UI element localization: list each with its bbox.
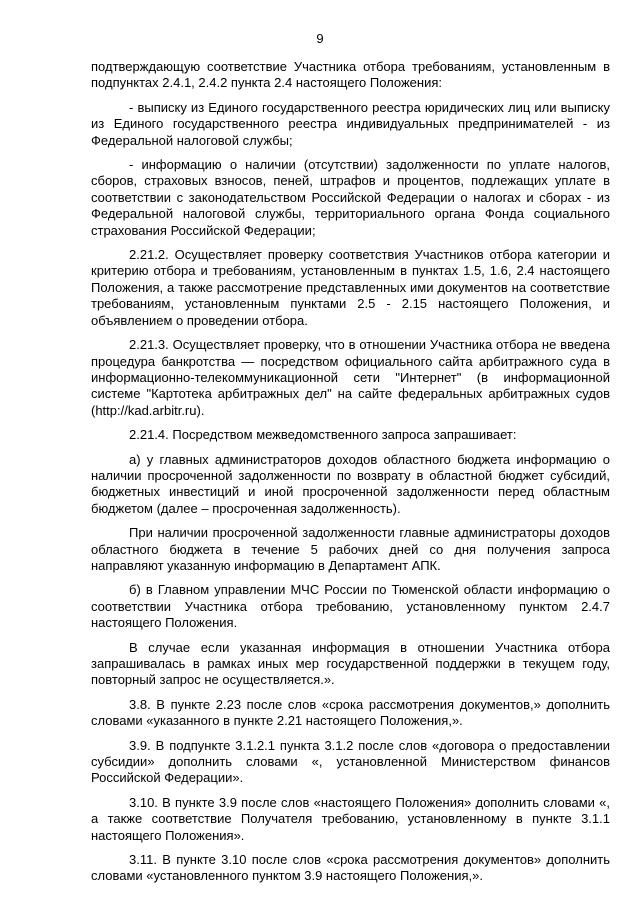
page-number: 9 <box>316 31 324 46</box>
document-body <box>91 59 610 893</box>
paragraph: 3.8. В пункте 2.23 после слов «срока рассмотрения документов,» дополнить словами «указанного в пункте 2.21 настоящего Положения,». <box>91 696 610 729</box>
paragraph: 3.11. В пункте 3.10 после слов «срока рассмотрения документов» дополнить словами «установленного пунктом 3.9 настоящего Положения,». <box>91 852 610 884</box>
paragraph: 3.10. В пункте 3.9 после слов «настоящего Положения» дополнить словами «, а также соответствие Получателя требованию, установленному в пункте 3.1.1 настоящего Положения». <box>91 794 610 843</box>
paragraph: 2.21.3. Осуществляет проверку, что в отношении Участника отбора не введена процедура банкротства — посредством официального сайта арбитражного суда в информационно-телекоммуникационной сети "Интернет" (в информационной системе "Картотека арбитражных дел" на сайте федеральных арбитражных судов (http://kad.arbitr.ru). <box>91 337 610 418</box>
paragraph: - информацию о наличии (отсутствии) задолженности по уплате налогов, сборов, страховых взносов, пеней, штрафов и процентов, подлежащих уплате в соответствии с законодательством Российской Федерации о налогах и сборах - из Федеральной налоговой службы, территориального органа Фонда социального страхования Российской Федерации; <box>91 157 610 238</box>
paragraph: б) в Главном управлении МЧС России по Тюменской области информацию о соответствии Участника отбора требованию, установленному пунктом 2.4.7 настоящего Положения. <box>91 582 610 631</box>
paragraph: а) у главных администраторов доходов областного бюджета информацию о наличии просроченной задолженности по возврату в областной бюджет субсидий, бюджетных инвестиций и иной просроченной задолженности перед областным бюджетом (далее – просроченная задолженность). <box>91 451 610 516</box>
paragraph: 2.21.2. Осуществляет проверку соответствия Участников отбора категории и критерию отбора и требованиям, установленным в пунктах 1.5, 1.6, 2.4 настоящего Положения, а также рассмотрение представленных ими документов на соответствие требованиям, установленным пунктами 2.5 - 2.15 настоящего Положения, и объявлением о проведении отбора. <box>91 247 610 328</box>
paragraph: 2.21.4. Посредством межведомственного запроса запрашивает: <box>129 427 517 443</box>
paragraph: подтверждающую соответствие Участника отбора требованиям, установленным в подпунктах 2.4.1, 2.4.2 пункта 2.4 настоящего Положения: <box>91 59 610 91</box>
paragraph: - выписку из Единого государственного реестра юридических лиц или выписку из Единого государственного реестра индивидуальных предпринимателей - из Федеральной налоговой службы; <box>91 99 610 148</box>
paragraph: В случае если указанная информация в отношении Участника отбора запрашивалась в рамках иных мер государственной поддержки в текущем году, повторный запрос не осуществляется.». <box>91 639 610 688</box>
paragraph: 3.9. В подпункте 3.1.2.1 пункта 3.1.2 после слов «договора о предоставлении субсидии» дополнить словами «, установленной Министерством финансов Российской Федерации». <box>91 737 610 786</box>
paragraph: При наличии просроченной задолженности главные администраторы доходов областного бюджета в течение 5 рабочих дней со дня получения запроса направляют указанную информацию в Департамент АПК. <box>91 525 610 573</box>
